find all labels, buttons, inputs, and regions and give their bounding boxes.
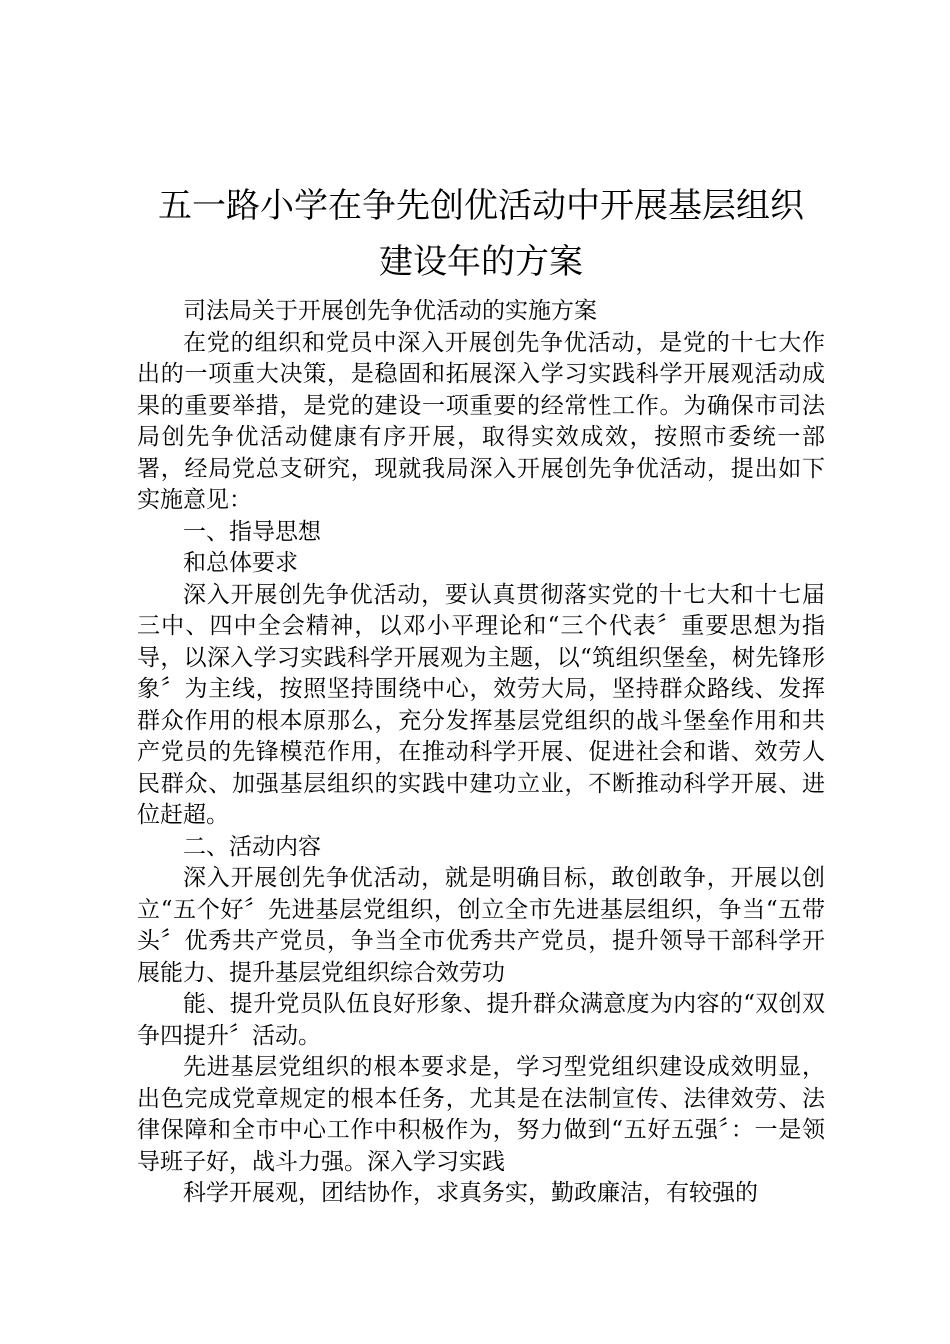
paragraph-subtitle: 司法局关于开展创先争优活动的实施方案 xyxy=(183,298,597,324)
title-line-2: 建设年的方案 xyxy=(379,242,583,282)
paragraph-activity-continued: 能、提升党员队伍良好形象、提升群众满意度为内容的“双创双争四提升〞活动。 xyxy=(137,991,825,1049)
paragraph-basic-requirements-continued: 科学开展观，团结协作，求真务实，勤政廉洁，有较强的 xyxy=(183,1180,758,1206)
document-page xyxy=(137,178,825,1210)
section-heading-activity-content: 二、活动内容 xyxy=(183,833,321,860)
section-heading-guiding-thought: 一、指导思想 xyxy=(183,518,321,545)
paragraph-guiding-content: 深入开展创先争优活动，要认真贯彻落实党的十七大和十七届三中、四中全会精神，以邓小平理论和“三个代表〞重要思想为指导，以深入学习实践科学开展观为主题，以“筑组织堡垒，树先锋形象〞为主线，按照坚持围绕中心，效劳大局，坚持群众路线、发挥群众作用的根本原那么，充分发挥基层党组织的战斗堡垒作用和共产党员的先锋模范作用，在推动科学开展、促进社会和谐、效劳人民群众、加强基层组织的实践中建功立业，不断推动科学开展、进位赶超。 xyxy=(137,581,825,828)
document-title xyxy=(137,178,825,290)
document-body xyxy=(137,296,825,1210)
paragraph-intro: 在党的组织和党员中深入开展创先争优活动，是党的十七大作出的一项重大决策，是稳固和拓展深入学习实践科学开展观活动成果的重要举措，是党的建设一项重要的经常性工作。为确保市司法局创先争优活动健康有序开展，取得实效成效，按照市委统一部署，经局党总支研究，现就我局深入开展创先争优活动，提出如下实施意见： xyxy=(137,329,825,513)
title-line-1: 五一路小学在争先创优活动中开展基层组织 xyxy=(158,186,804,226)
section-heading-overall-requirements: 和总体要求 xyxy=(183,550,298,576)
paragraph-basic-requirements: 先进基层党组织的根本要求是，学习型党组织建设成效明显，出色完成党章规定的根本任务，尤其是在法制宣传、法律效劳、法律保障和全市中心工作中积极作为，努力做到“五好五强〞：一是领导班子好，战斗力强。深入学习实践 xyxy=(137,1054,825,1175)
paragraph-activity-content: 深入开展创先争优活动，就是明确目标，敢创敢争，开展以创立“五个好〞先进基层党组织，创立全市先进基层组织，争当“五带头〞优秀共产党员，争当全市优秀共产党员，提升领导干部科学开展能力、提升基层党组织综合效劳功 xyxy=(137,865,825,986)
